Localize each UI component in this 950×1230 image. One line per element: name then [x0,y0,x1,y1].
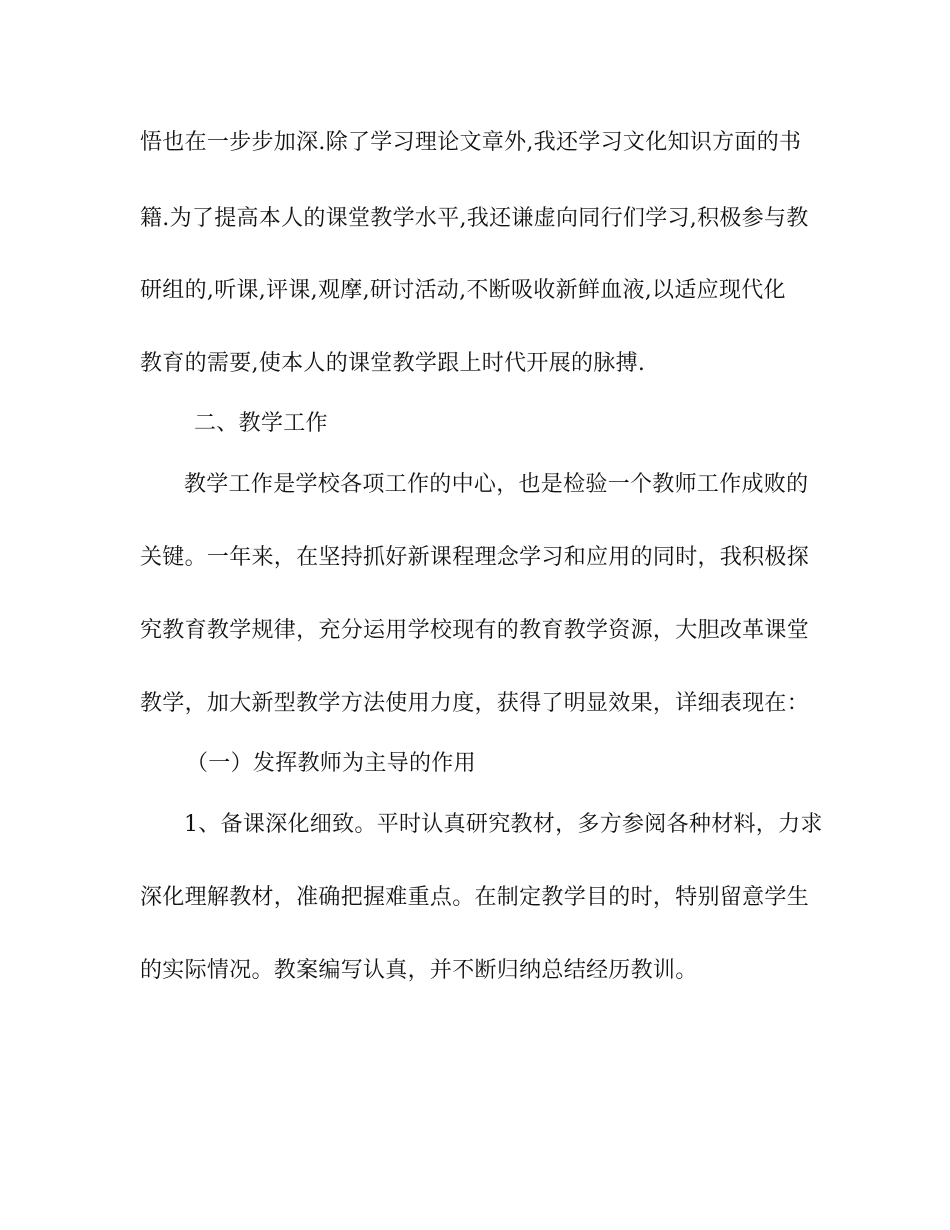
paragraph-line: 1、备课深化细致。平时认真研究教材，多方参阅各种材料，力求 [184,812,823,837]
paragraph-line: 关键。一年来，在坚持抓好新课程理念学习和应用的同时，我积极探 [140,545,810,570]
section-heading: 二、教学工作 [194,411,328,436]
paragraph-line: 研组的,听课,评课,观摩,研讨活动,不断吸收新鲜血液,以适应现代化 [140,278,786,303]
paragraph-line: 的实际情况。教案编写认真，并不断归纳总结经历教训。 [140,958,698,983]
paragraph-line: 籍.为了提高本人的课堂教学水平,我还谦虚向同行们学习,积极参与教 [140,206,809,231]
paragraph-line: 教学，加大新型教学方法使用力度，获得了明显效果，详细表现在： [140,691,810,716]
paragraph-line: 教学工作是学校各项工作的中心，也是检验一个教师工作成败的 [184,472,809,497]
paragraph-line: 教育的需要,使本人的课堂教学跟上时代开展的脉搏. [140,351,646,376]
paragraph-line: 深化理解教材，准确把握难重点。在制定教学目的时，特别留意学生 [140,885,810,910]
subsection-heading: （一）发挥教师为主导的作用 [186,751,476,776]
paragraph-line: 悟也在一步步加深.除了学习理论文章外,我还学习文化知识方面的书 [140,130,802,155]
paragraph-line: 究教育教学规律，充分运用学校现有的教育教学资源，大胆改革课堂 [140,618,810,643]
